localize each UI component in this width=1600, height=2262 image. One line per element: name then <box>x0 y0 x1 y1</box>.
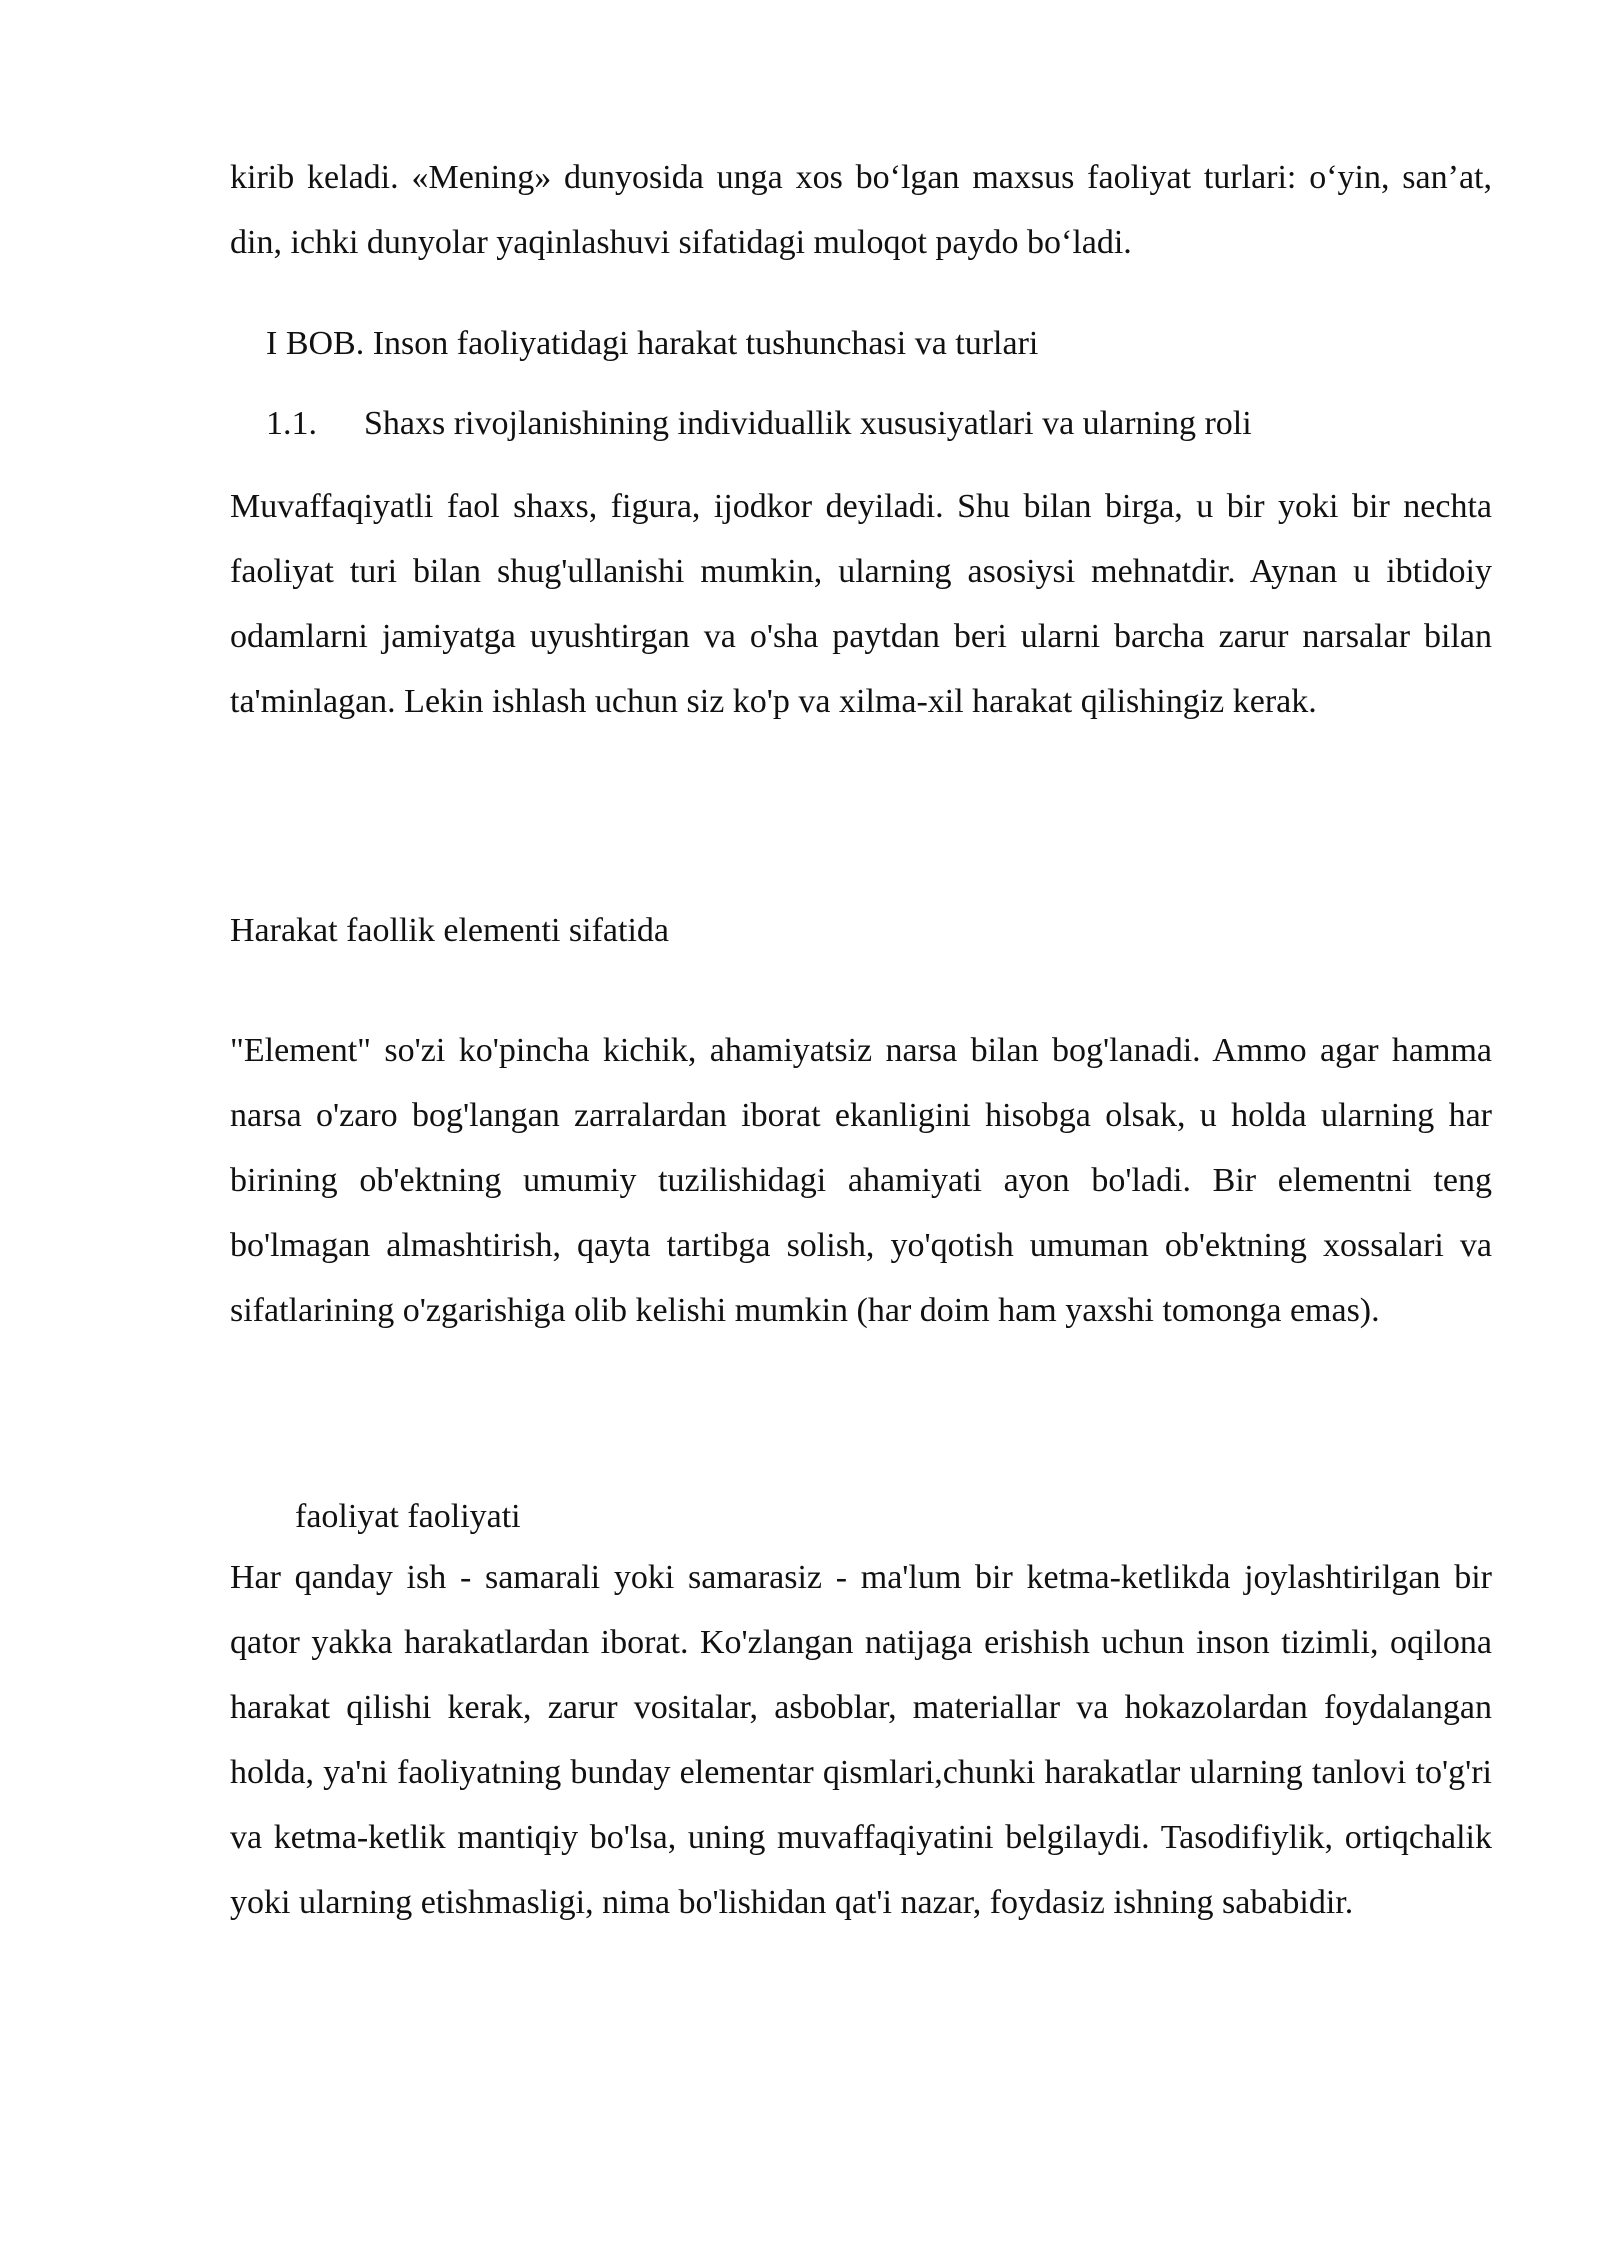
subheading-activity: faoliyat faoliyati <box>295 1498 521 1535</box>
paragraph-1: Muvaffaqiyatli faol shaxs, figura, ijodkor deyiladi. Shu bilan birga, u bir yoki bir nechta faoliyat turi bilan shug'ullanishi mumkin, ularning asosiysi mehnatdir. Aynan u ibtidoiy odamlarni jamiyatga uyushtirgan va o'sha paytdan beri ularni barcha zarur narsalar bilan ta'minlagan. Lekin ishlash uchun siz ko'p va xilma-xil harakat qilishingiz kerak. <box>230 488 1492 720</box>
paragraph-2: "Element" so'zi ko'pincha kichik, ahamiyatsiz narsa bilan bog'lanadi. Ammo agar hamma narsa o'zaro bog'langan zarralardan iborat ekanligini hisobga olsak, u holda ularning har birining ob'ektning umumiy tuzilishidagi ahamiyati ayon bo'ladi. Bir elementni teng bo'lmagan almashtirish, qayta tartibga solish, yo'qotish umuman ob'ektning xossalari va sifatlarining o'zgarishiga olib kelishi mumkin (har doim ham yaxshi tomonga emas). <box>230 1032 1492 1329</box>
subheading-action-element: Harakat faollik elementi sifatida <box>230 912 669 949</box>
chapter-heading: I BOB. Inson faoliyatidagi harakat tushunchasi va turlari <box>266 325 1039 362</box>
section-title: Shaxs rivojlanishining individuallik xususiyatlari va ularning roli <box>364 405 1252 442</box>
section-heading <box>266 404 1492 444</box>
intro-paragraph: kirib keladi. «Mening» dunyosida unga xos bo‘lgan maxsus faoliyat turlari: o‘yin, san’at, din, ichki dunyolar yaqinlashuvi sifatidagi muloqot paydo bo‘ladi. <box>230 159 1492 261</box>
paragraph-3: Har qanday ish - samarali yoki samarasiz - ma'lum bir ketma-ketlikda joylashtirilgan bir qator yakka harakatlardan iborat. Ko'zlangan natijaga erishish uchun inson tizimli, oqilona harakat qilishi kerak, zarur vositalar, asboblar, materiallar va hokazolardan foydalangan holda, ya'ni faoliyatning bunday elementar qismlari,chunki harakatlar ularning tanlovi to'g'ri va ketma-ketlik mantiqiy bo'lsa, uning muvaffaqiyatini belgilaydi. Tasodifiylik, ortiqchalik yoki ularning etishmasligi, nima bo'lishidan qat'i nazar, foydasiz ishning sababidir. <box>230 1559 1492 1921</box>
section-number: 1.1. <box>266 405 317 442</box>
